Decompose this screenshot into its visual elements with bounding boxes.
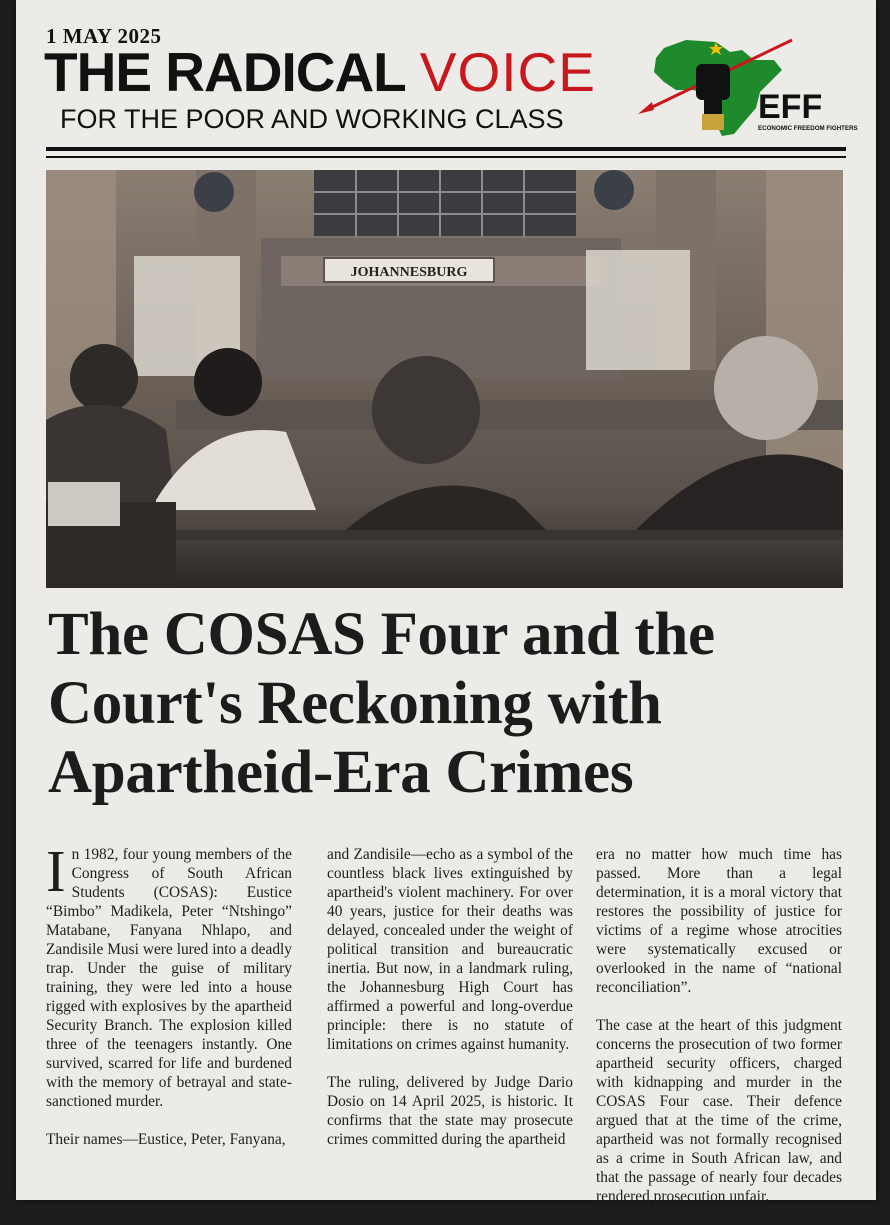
masthead-subtitle: FOR THE POOR AND WORKING CLASS [60, 104, 564, 134]
logo-subtext: ECONOMIC FREEDOM FIGHTERS [758, 125, 858, 132]
drop-cap: I [46, 838, 66, 904]
eff-logo [624, 30, 858, 142]
headline-line-1: The COSAS Four and the [48, 601, 715, 668]
article-paragraph: The case at the heart of this judgment concerns the prosecution of two former apartheid security officers, charged with kidnapping and murder in the COSAS Four case. Their defence argued that at the time of the crime, apartheid was not formally recognised as a crime in South African law, and that the passage of nearly four decades rendered prosecution unfair. [596, 1017, 842, 1205]
headline [48, 600, 848, 807]
masthead-title-radical: THE RADICAL [44, 41, 406, 103]
masthead-title-voice: VOICE [419, 41, 596, 103]
article-paragraph: In 1982, four young members of the Congress of South African Students (COSAS): Eustice “Bimbo” Madikela, Peter “Ntshingo” Matabane, Fanyana Nhlapo, and Zandisile Musi were lured into a deadly trap. Under the guise of military training, they were led into a house rigged with explosives by the apartheid Security Branch. The explosion killed three of the teenagers instantly. One survived, scarred for life and burdened with the memory of betrayal and state-sanctioned murder. [46, 838, 292, 1110]
article-column-2 [327, 845, 573, 1168]
court-sign: JOHANNESBURG [350, 265, 468, 280]
article-paragraph: and Zandisile—echo as a symbol of the countless black lives extinguished by apartheid's violent machinery. For over 40 years, justice for their deaths was delayed, concealed under the weight of political transition and bureaucratic inertia. But now, in a landmark ruling, the Johannesburg High Court has affirmed a powerful and long-overdue principle: there is no statute of limitations on crimes against humanity. [327, 846, 573, 1053]
article-paragraph: era no matter how much time has passed. More than a legal determination, it is a moral victory that restores the possibility of justice for victims of a regime whose atrocities were systematically excused or overlooked in the name of “national reconciliation”. [596, 846, 842, 996]
headline-line-2: Court's Reckoning with [48, 670, 662, 737]
article-paragraph: The ruling, delivered by Judge Dario Dosio on 14 April 2025, is historic. It confirms that the state may prosecute crimes committed during the apartheid [327, 1074, 573, 1148]
fist-icon [696, 64, 730, 100]
masthead-rule-thin [46, 156, 846, 158]
article-column-1 [46, 838, 292, 1168]
newspaper-page [16, 0, 876, 1205]
article-column-3 [596, 845, 842, 1225]
courtroom-photo [46, 170, 843, 588]
article-paragraph: Their names—Eustice, Peter, Fanyana, [46, 1131, 286, 1148]
masthead-rule-thick [46, 147, 846, 151]
logo-text: EFF [758, 88, 823, 126]
headline-line-3: Apartheid-Era Crimes [48, 739, 634, 806]
masthead-title [44, 42, 596, 102]
issue-date: 1 MAY 2025 [46, 24, 162, 48]
